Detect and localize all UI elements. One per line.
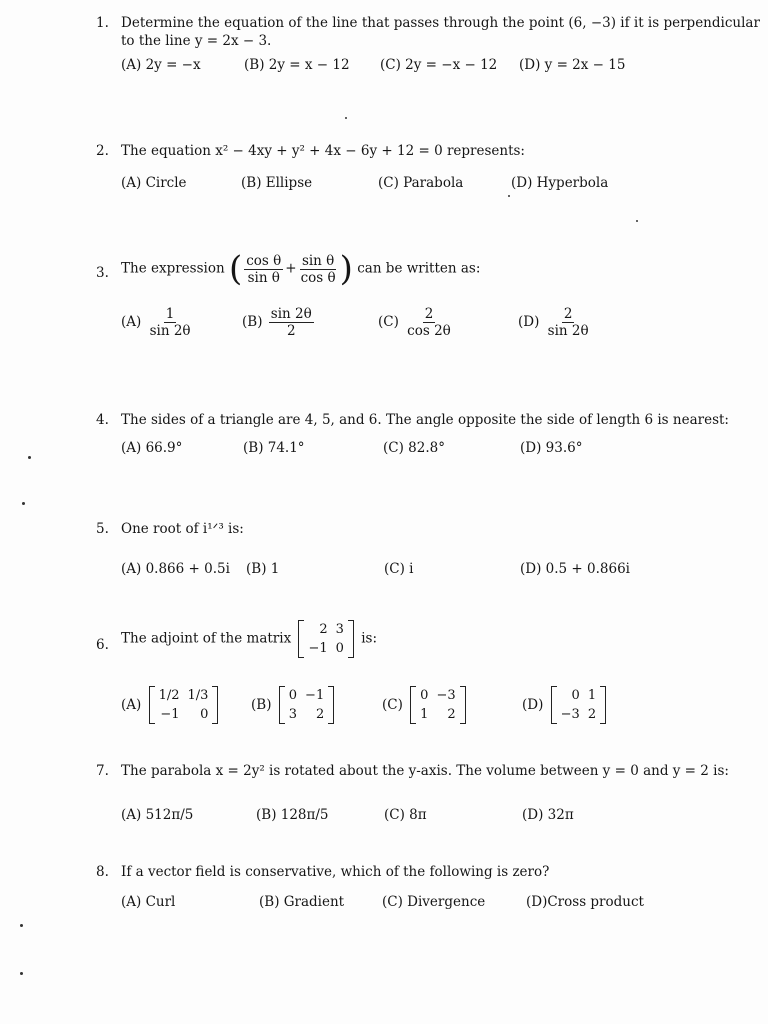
question-stem: If a vector field is conservative, which of the following is zero? [121,864,550,880]
option-a: (A) Curl [121,894,176,910]
option-d: (D) 93.6° [520,440,583,456]
scan-speck [22,502,25,505]
expression-prefix: The expression [121,260,225,277]
question-stem: The sides of a triangle are 4, 5, and 6. The angle opposite the side of length 6 is nearest: [121,412,729,428]
question-stem: The equation x² − 4xy + y² + 4x − 6y + 12 = 0 represents: [121,143,525,159]
option-c: (C) $\frac{2}{\cos 2\theta}$ [378,306,451,339]
option-b: (B) 74.1° [243,440,305,456]
option-d: (D) 0 1 −3 2 [522,686,609,724]
option-a: (A) 0.866 + 0.5i [121,561,230,577]
option-c: (C) 0 −3 1 2 [382,686,469,724]
option-d: (D) 32π [522,807,574,823]
question-stem: The parabola x = 2y² is rotated about the y-axis. The volume between y = 0 and y = 2 is: [121,763,729,779]
scan-speck [345,117,347,119]
right-paren: ) [339,249,353,289]
option-b: (B) 128π/5 [256,807,329,823]
option-c: (C) i [384,561,414,577]
fraction: $\frac{\text{cos θ}}{\text{sin θ}}$ [246,252,282,286]
option-c: (C) Divergence [382,894,486,910]
option-b: (B) Gradient [259,894,345,910]
scan-speck [20,924,23,927]
fraction: $\frac{1}{\sin 2\theta}$ [149,306,191,339]
scan-speck [636,220,638,222]
matrix: 1/2 1/3 −1 0 [149,686,219,724]
question-number: 4. [96,412,109,428]
fraction: $\frac{\text{sin θ}}{\text{cos θ}}$ [300,252,336,286]
option-a: (A) Circle [121,175,187,191]
option-c: (C) 8π [384,807,427,823]
option-a: (A) $\frac{1}{\sin 2\theta}$ [121,306,191,339]
option-b: (B) 2y = x − 12 [244,57,350,73]
option-b: (B) 1 [246,561,280,577]
question-number: 1. [96,15,109,31]
option-d: (D) $\frac{2}{\sin 2\theta}$ [518,306,589,339]
option-a: (A) 512π/5 [121,807,194,823]
scan-speck [508,195,510,197]
option-d: (D) 0.5 + 0.866i [520,561,630,577]
option-b: (B) Ellipse [241,175,313,191]
question-number: 3. [96,265,109,281]
option-a: (A) 1/2 1/3 −1 0 [121,686,221,724]
option-d: (D) Hyperbola [511,175,609,191]
option-c: (C) Parabola [378,175,464,191]
question-number: 2. [96,143,109,159]
fraction: $\frac{2}{\sin 2\theta}$ [547,306,589,339]
option-d: (D)Cross product [526,894,644,910]
question-stem: Determine the equation of the line that passes through the point (6, −3) if it is perpendicular [121,15,760,31]
option-c: (C) 82.8° [383,440,445,456]
question-number: 6. [96,637,109,653]
option-b: (B) $\frac{\sin 2\theta}{2}$ [242,306,312,339]
fraction: $\frac{\sin 2\theta}{2}$ [270,306,312,339]
option-c: (C) 2y = −x − 12 [380,57,498,73]
question-stem: The adjoint of the matrix 2 3 −1 0 is: [121,622,378,656]
question-stem-line2: to the line y = 2x − 3. [121,33,272,49]
question-number: 7. [96,763,109,779]
expression-suffix: can be written as: [357,260,481,277]
scan-speck [28,456,31,459]
option-d: (D) y = 2x − 15 [519,57,626,73]
option-a: (A) 2y = −x [121,57,201,73]
question-stem: One root of i¹ᐟ³ is: [121,521,244,537]
question-stem: The expression ( $\frac{\text{cos θ}}{\text{sin θ}}$ + $\frac{\text{sin θ}}{\text{cos θ}}$ ) can be written as: [121,249,481,289]
option-b: (B) 0 −1 3 2 [251,686,337,724]
matrix: 2 3 −1 0 [298,620,353,658]
matrix: 0 −1 3 2 [279,686,334,724]
matrix: 0 −3 1 2 [410,686,465,724]
scan-speck [20,972,23,975]
option-a: (A) 66.9° [121,440,183,456]
matrix: 0 1 −3 2 [551,686,606,724]
left-paren: ( [228,249,243,289]
question-number: 5. [96,521,109,537]
question-number: 8. [96,864,109,880]
fraction: $\frac{2}{\cos 2\theta}$ [407,306,451,339]
